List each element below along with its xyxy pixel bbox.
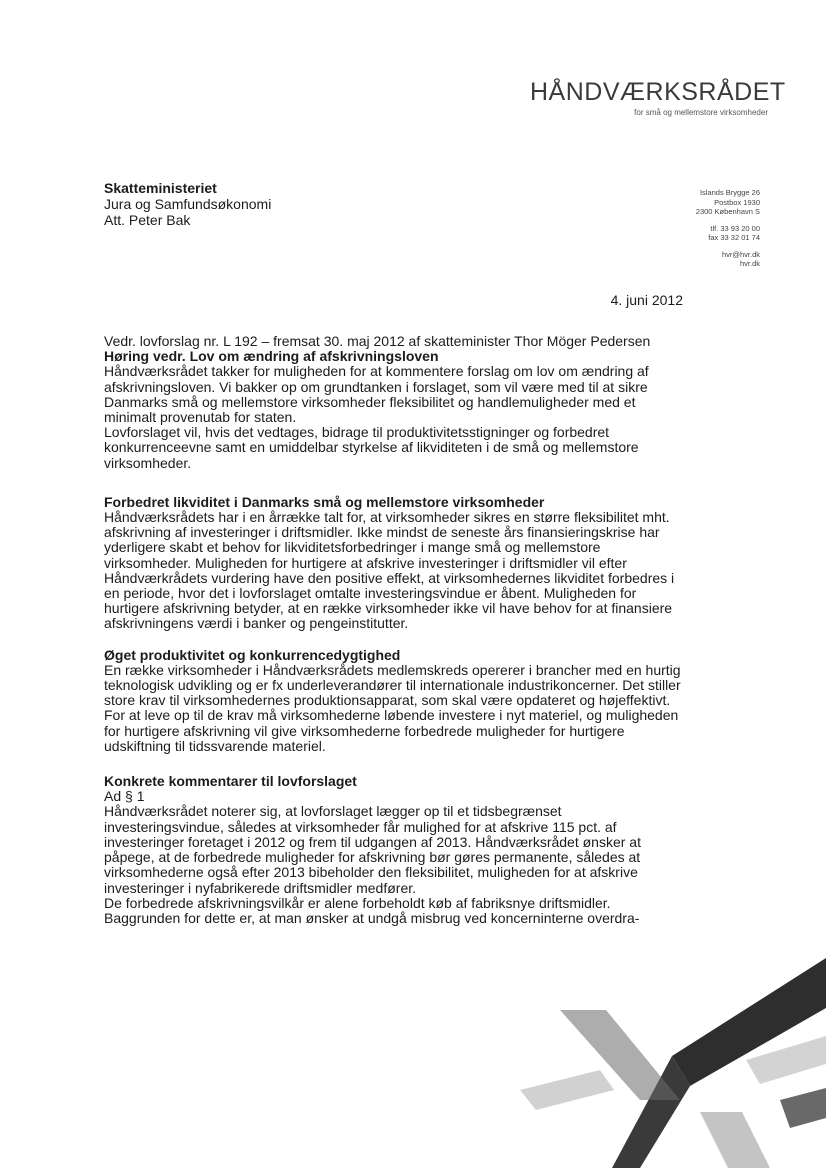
letterhead-logo — [530, 78, 786, 117]
recipient-block — [104, 180, 271, 228]
body-paragraph: En række virksomheder i Håndværksrådets medlemskreds opererer i brancher med en hurtig teknologisk udvikling og er fx underleverandører til internationale industrikoncerner. Det stiller store krav til virksomhedernes produktionsapparat, som skal være opdateret og højeffektivt. For at leve op til de krav må virksomhederne løbende investere i nyt materiel, og muligheden for hurtigere afskrivning vil give virksomhederne forbedrede muligheder for hurtigere udskiftning til tidssvarende materiel. — [104, 661, 681, 754]
sender-fax: fax 33 32 01 74 — [708, 233, 760, 242]
organization-tagline: for små og mellemstore virksomheder — [634, 108, 768, 117]
sender-contact-block — [640, 188, 760, 269]
reference-line: Vedr. lovforslag nr. L 192 – fremsat 30. maj 2012 af skatteminister Thor Möger Pedersen — [104, 333, 651, 349]
recipient-department: Jura og Samfundsøkonomi — [104, 196, 272, 212]
section-subheading: Ad § 1 — [104, 788, 145, 805]
sender-phone: tlf. 33 93 20 00 — [710, 223, 760, 233]
section-heading: Øget produktivitet og konkurrencedygtighed — [104, 646, 401, 663]
section-liquidity — [104, 495, 684, 632]
letter-date: 4. juni 2012 — [610, 292, 683, 308]
body-paragraph: Håndværksrådet noterer sig, at lovforslaget lægger op til et tidsbegrænset investeringsvindue, således at virksomheder får mulighed for at afskrive 115 pct. af investeringer foretaget i 2012 og frem til udgangen af 2013. Håndværksrådet ønsker at påpege, at de forbedrede muligheder for afskrivning bør gøres permanente, således at virksomhederne også efter 2013 bibeholder den fleksibilitet, muligheden for at afskrive investeringer i nyfabrikerede driftsmidler medfører. — [104, 803, 641, 896]
sender-website: hvr.dk — [739, 259, 760, 268]
section-heading: Forbedret likviditet i Danmarks små og mellemstore virksomheder — [104, 493, 545, 510]
sender-address-line: Islands Brygge 26 — [699, 188, 760, 197]
letter-body — [104, 334, 684, 926]
body-paragraph: Lovforslaget vil, hvis det vedtages, bidrage til produktivitetsstigninger og forbedret konkurrenceevne samt en umiddelbar styrkelse af likviditeten i de små og mellemstore virksomheder. — [104, 424, 639, 471]
section-heading: Konkrete kommentarer til lovforslaget — [104, 773, 357, 790]
section-productivity — [104, 648, 684, 754]
body-paragraph: Håndværksrådets har i en årrække talt for, at virksomheder sikres en større fleksibilitet mht. afskrivning af investeringer i driftsmidler. Ikke mindst de seneste års finansieringskrise har yderligere skabt et behov for likviditetsforbedringer i mange små og mellemstore virksomheder. Muligheden for hurtigere at afskrive investeringer i driftsmidler vil efter Håndværkrådets vurdering have den positive effekt, at virksomhedernes likviditet forbedres i en periode, hvor det i lovforslaget omtalte investeringsvindue er åbent. Muligheden for hurtigere afskrivning betyder, at en række virksomheder ikke vil have behov for at finansiere afskrivningens værdi i banker og pengeinstitutter. — [104, 509, 675, 632]
sender-address-line: 2300 København S — [695, 207, 760, 216]
body-paragraph: Håndværksrådet takker for muligheden for at kommentere forslag om lov om ændring af afskrivningsloven. Vi bakker op om grundtanken i forslaget, som vil være med til at sikre Danmarks små og mellemstore virksomheder fleksibilitet og handlemuligheder med et minimalt provenutab for staten. — [104, 363, 649, 426]
body-paragraph: De forbedrede afskrivningsvilkår er alene forbeholdt køb af fabriksnye driftsmidler. Baggrunden for dette er, at man ønsker at undgå misbrug ved koncerninterne overdra- — [104, 894, 640, 926]
sender-address-line: Postbox 1930 — [714, 197, 760, 207]
organization-logo-name: HÅNDVÆRKSRÅDET — [530, 78, 786, 106]
sender-email: hvr@hvr.dk — [721, 249, 760, 259]
recipient-organization: Skatteministeriet — [104, 180, 217, 196]
section-comments — [104, 774, 684, 926]
intro-section — [104, 334, 684, 471]
letter-subject-heading: Høring vedr. Lov om ændring af afskrivningsloven — [104, 348, 439, 365]
recipient-attention: Att. Peter Bak — [104, 212, 191, 228]
